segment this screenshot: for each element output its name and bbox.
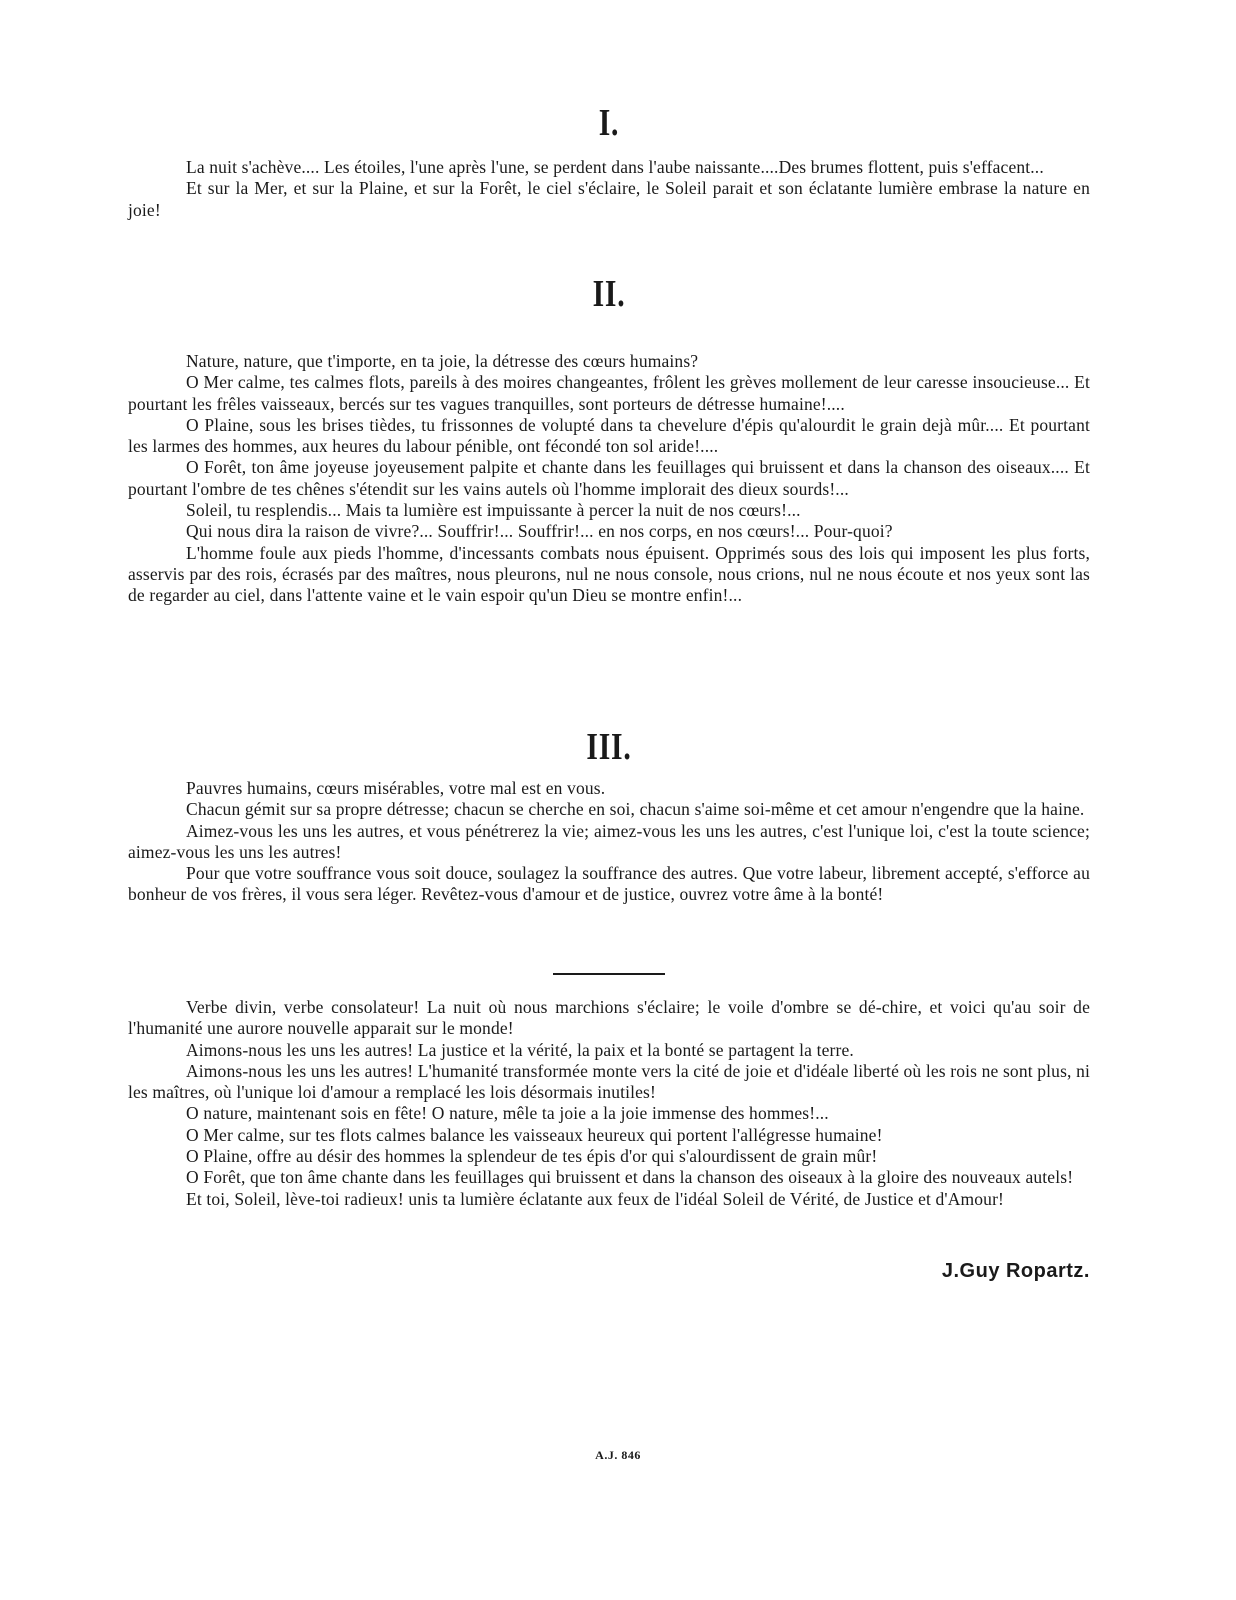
paragraph: Aimons-nous les uns les autres! L'humanité transformée monte vers la cité de joie et d'idéale liberté où les rois ne sont plus, ni les maîtres, où l'unique loi d'amour a remplacé les lois désormais inutiles! bbox=[128, 1060, 1090, 1103]
page-footer-code: A.J. 846 bbox=[595, 1448, 641, 1462]
paragraph: Et toi, Soleil, lève-toi radieux! unis ta lumière éclatante aux feux de l'idéal Soleil de Vérité, de Justice et d'Amour! bbox=[186, 1188, 1005, 1209]
signature-block bbox=[128, 1260, 1090, 1283]
signature: J.Guy Ropartz. bbox=[941, 1260, 1090, 1282]
paragraph: Soleil, tu resplendis... Mais ta lumière est impuissante à percer la nuit de nos cœurs!... bbox=[186, 500, 801, 521]
divider-rule bbox=[553, 973, 665, 975]
paragraph: Pauvres humains, cœurs misérables, votre mal est en vous. bbox=[186, 778, 606, 798]
section-divider bbox=[128, 973, 1090, 975]
section-numeral: III. bbox=[586, 726, 632, 768]
section-numeral: II. bbox=[592, 273, 626, 315]
paragraph: O Forêt, que ton âme chante dans les feuillages qui bruissent et dans la chanson des oiseaux à la gloire des nouveaux autels! bbox=[186, 1167, 1074, 1188]
paragraph: La nuit s'achève.... Les étoiles, l'une après l'une, se perdent dans l'aube naissante....Des brumes flottent, puis s'effacent... bbox=[186, 157, 1044, 177]
paragraph: O nature, maintenant sois en fête! O nature, mêle ta joie a la joie immense des hommes!... bbox=[186, 1103, 829, 1124]
paragraph: O Plaine, offre au désir des hommes la splendeur de tes épis d'or qui s'alourdissent de grain mûr! bbox=[186, 1146, 878, 1167]
paragraph: Qui nous dira la raison de vivre?... Souffrir!... Souffrir!... en nos corps, en nos cœurs!... Pour-quoi? bbox=[186, 521, 893, 542]
paragraph: O Forêt, ton âme joyeuse joyeusement palpite et chante dans les feuillages qui bruissent et dans la chanson des oiseaux.... Et pourtant l'ombre de tes chênes s'étendit sur les vains autels où l'homme implorait des dieux sourds!... bbox=[128, 457, 1090, 499]
section-1-heading bbox=[128, 103, 1090, 143]
paragraph: Aimons-nous les uns les autres! La justice et la vérité, la paix et la bonté se partagent la terre. bbox=[186, 1039, 854, 1060]
paragraph: Verbe divin, verbe consolateur! La nuit où nous marchions s'éclaire; le voile d'ombre se dé-chire, et voici qu'au soir de l'humanité une aurore nouvelle apparait sur le monde! bbox=[128, 997, 1090, 1039]
section-numeral: I. bbox=[598, 102, 620, 144]
paragraph: O Plaine, sous les brises tièdes, tu frissonnes de volupté dans ta chevelure d'épis qu'alourdit le grain dejà mûr.... Et pourtant les larmes des hommes, aux heures du labour pénible, ont fécondé ton sol aride!.... bbox=[128, 414, 1090, 457]
paragraph: Aimez-vous les uns les autres, et vous pénétrerez la vie; aimez-vous les uns les autres, c'est l'unique loi, c'est la toute science; aimez-vous les uns les autres! bbox=[128, 820, 1090, 862]
paragraph: O Mer calme, tes calmes flots, pareils à des moires changeantes, frôlent les grèves mollement de leur caresse insoucieuse... Et pourtant les frêles vaisseaux, bercés sur tes vagues tranquilles, sont porteurs de détresse humaine!.... bbox=[128, 372, 1090, 414]
paragraph: Chacun gémit sur sa propre détresse; chacun se cherche en soi, chacun s'aime soi-même et cet amour n'engendre que la haine. bbox=[186, 799, 1085, 820]
coda-body bbox=[128, 997, 1090, 1210]
paragraph: Pour que votre souffrance vous soit douce, soulagez la souffrance des autres. Que votre labeur, librement accepté, s'efforce au bonheur de vos frères, il vous sera léger. Revêtez-vous d'amour et de justice, ouvrez votre âme à la bonté! bbox=[128, 863, 1090, 905]
section-3-body bbox=[128, 778, 1090, 906]
paragraph: Nature, nature, que t'importe, en ta joie, la détresse des cœurs humains? bbox=[186, 351, 699, 371]
section-2-body bbox=[128, 351, 1090, 607]
paragraph: O Mer calme, sur tes flots calmes balance les vaisseaux heureux qui portent l'allégresse humaine! bbox=[186, 1124, 883, 1145]
section-2-heading bbox=[128, 274, 1090, 314]
paragraph: L'homme foule aux pieds l'homme, d'incessants combats nous épuisent. Opprimés sous des lois qui imposent les plus forts, asservis par des rois, écrasés par des maîtres, nous pleurons, nul ne nous console, nous crions, nul ne nous écoute et nos yeux sont las de regarder au ciel, dans l'attente vaine et le vain espoir qu'un Dieu se montre enfin!... bbox=[128, 542, 1090, 606]
paragraph: Et sur la Mer, et sur la Plaine, et sur la Forêt, le ciel s'éclaire, le Soleil parait et son éclatante lumière embrase la nature en joie! bbox=[128, 178, 1090, 220]
section-3-heading bbox=[128, 727, 1090, 767]
section-1-body bbox=[128, 157, 1090, 221]
